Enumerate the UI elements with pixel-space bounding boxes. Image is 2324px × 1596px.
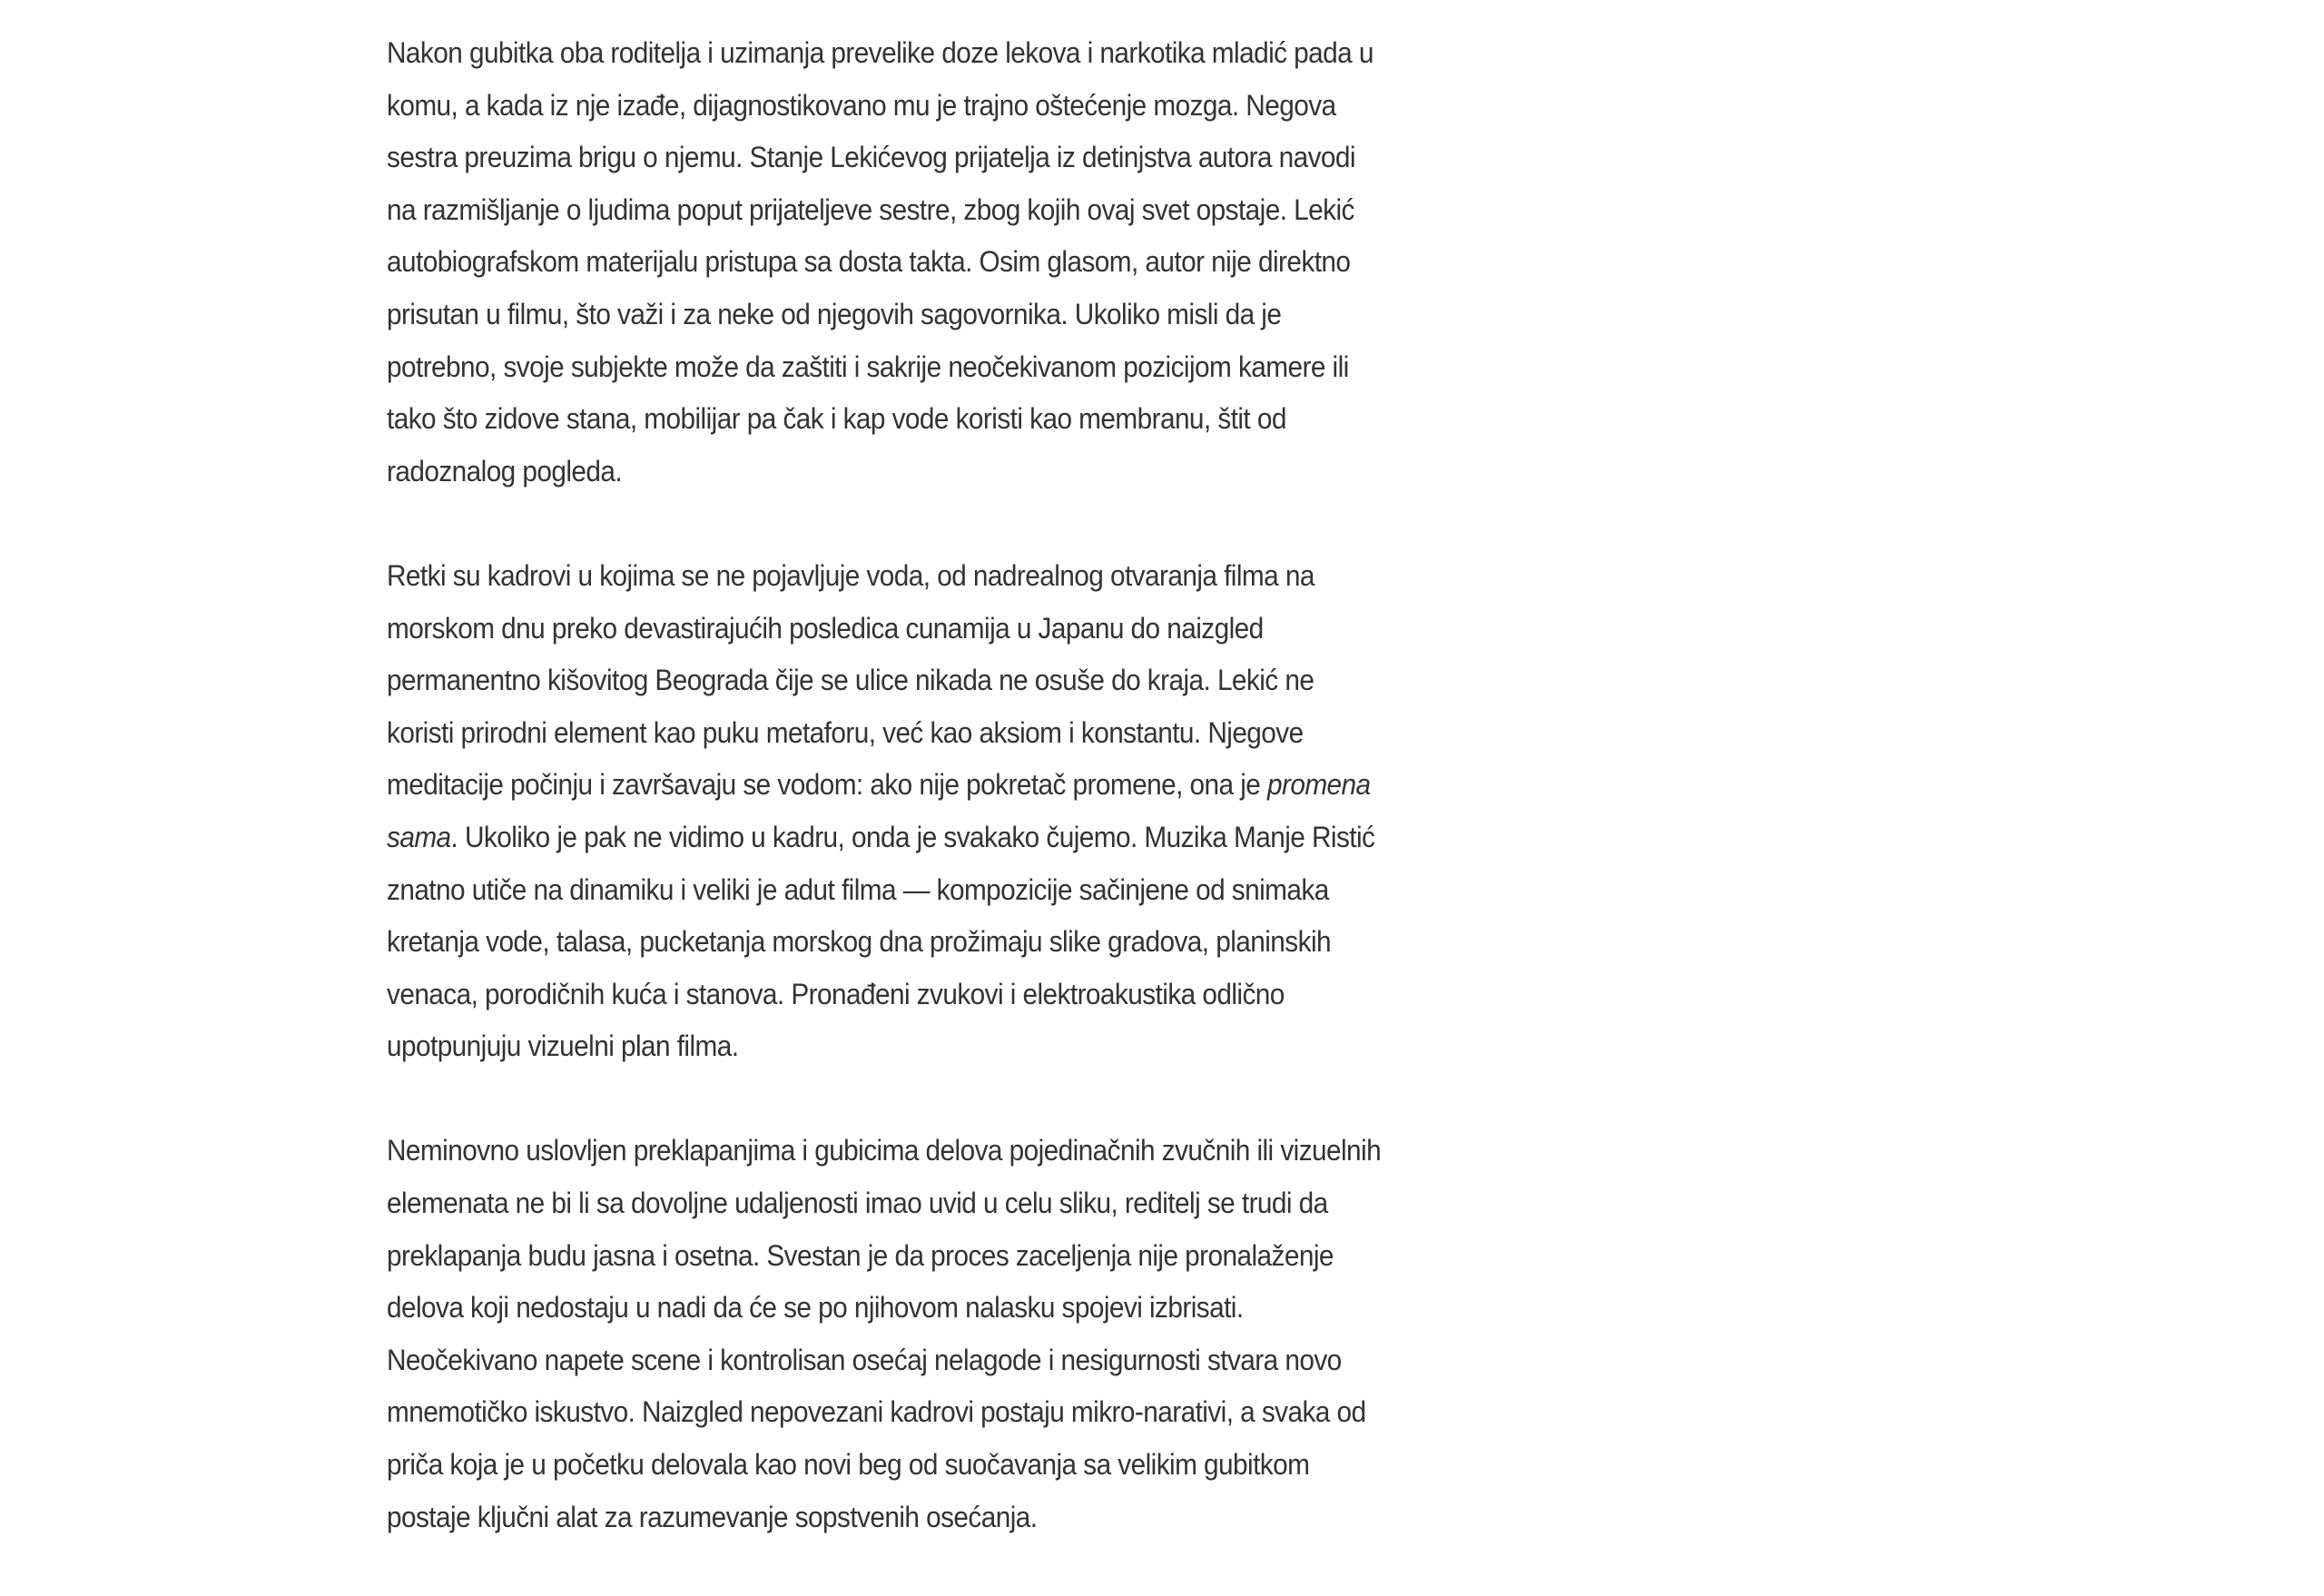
article-body [387, 27, 1383, 1596]
paragraph-1: Nakon gubitka oba roditelja i uzimanja prevelike doze lekova i narkotika mladić pada u komu, a kada iz nje izađe, dijagnostikovano mu je trajno oštećenje mozga. Negova sestra preuzima brigu o njemu. Stanje Lekićevog prijatelja iz detinjstva autora navodi na razmišljanje o ljudima poput prijateljeve sestre, zbog kojih ovaj svet opstaje. Lekić autobiografskom materijalu pristupa sa dosta takta. Osim glasom, autor nije direktno prisutan u filmu, što važi i za neke od njegovih sagovornika. Ukoliko misli da je potrebno, svoje subjekte može da zaštiti i sakrije neočekivanom pozicijom kamere ili tako što zidove stana, mobilijar pa čak i kap vode koristi kao membranu, štit od radoznalog pogleda. [387, 36, 1374, 488]
paragraph-2-text-start: Retki su kadrovi u kojima se ne pojavljuje voda, od nadrealnog otvaranja filma na morskom dnu preko devastirajućih posledica cunamija u Japanu do naizgled permanentno kišovitog Beograda čije se ulice nikada ne osuše do kraja. Lekić ne koristi prirodni element kao puku metaforu, već kao aksiom i konstantu. Njegove meditacije počinju i završavaju se vodom: ako nije pokretač promene, ona je [387, 558, 1315, 802]
paragraph-2 [387, 550, 1383, 1073]
paragraph-2-italic-phrase: promena sama [387, 768, 1371, 853]
paragraph-3: Neminovno uslovljen preklapanjima i gubicima delova pojedinačnih zvučnih ili vizuelnih elemenata ne bi li sa dovoljne udaljenosti imao uvid u celu sliku, reditelj se trudi da preklapanja budu jasna i osetna. Svestan je da proces zaceljenja nije pronalaženje delova koji nedostaju u nadi da će se po njihovom nalasku spojevi izbrisati. Neočekivano napete scene i kontrolisan osećaj nelagode i nesigurnosti stvara novo mnemotičko iskustvo. Naizgled nepovezani kadrovi postaju mikro-narativi, a svaka od priča koja je u početku delovala kao novi beg od suočavanja sa velikim gubitkom postaje ključni alat za razumevanje sopstvenih osećanja. [387, 1134, 1382, 1533]
paragraph-2-text-end: . Ukoliko je pak ne vidimo u kadru, onda je svakako čujemo. Muzika Manje Ristić znatno utiče na dinamiku i veliki je adut filma — kompozicije sačinjene od snimaka kretanja vode, talasa, pucketanja morskog dna prožimaju slike gradova, planinskih venaca, porodičnih kuća i stanova. Pronađeni zvukovi i elektroakustika odlično upotpunjuju vizuelni plan filma. [387, 820, 1375, 1063]
